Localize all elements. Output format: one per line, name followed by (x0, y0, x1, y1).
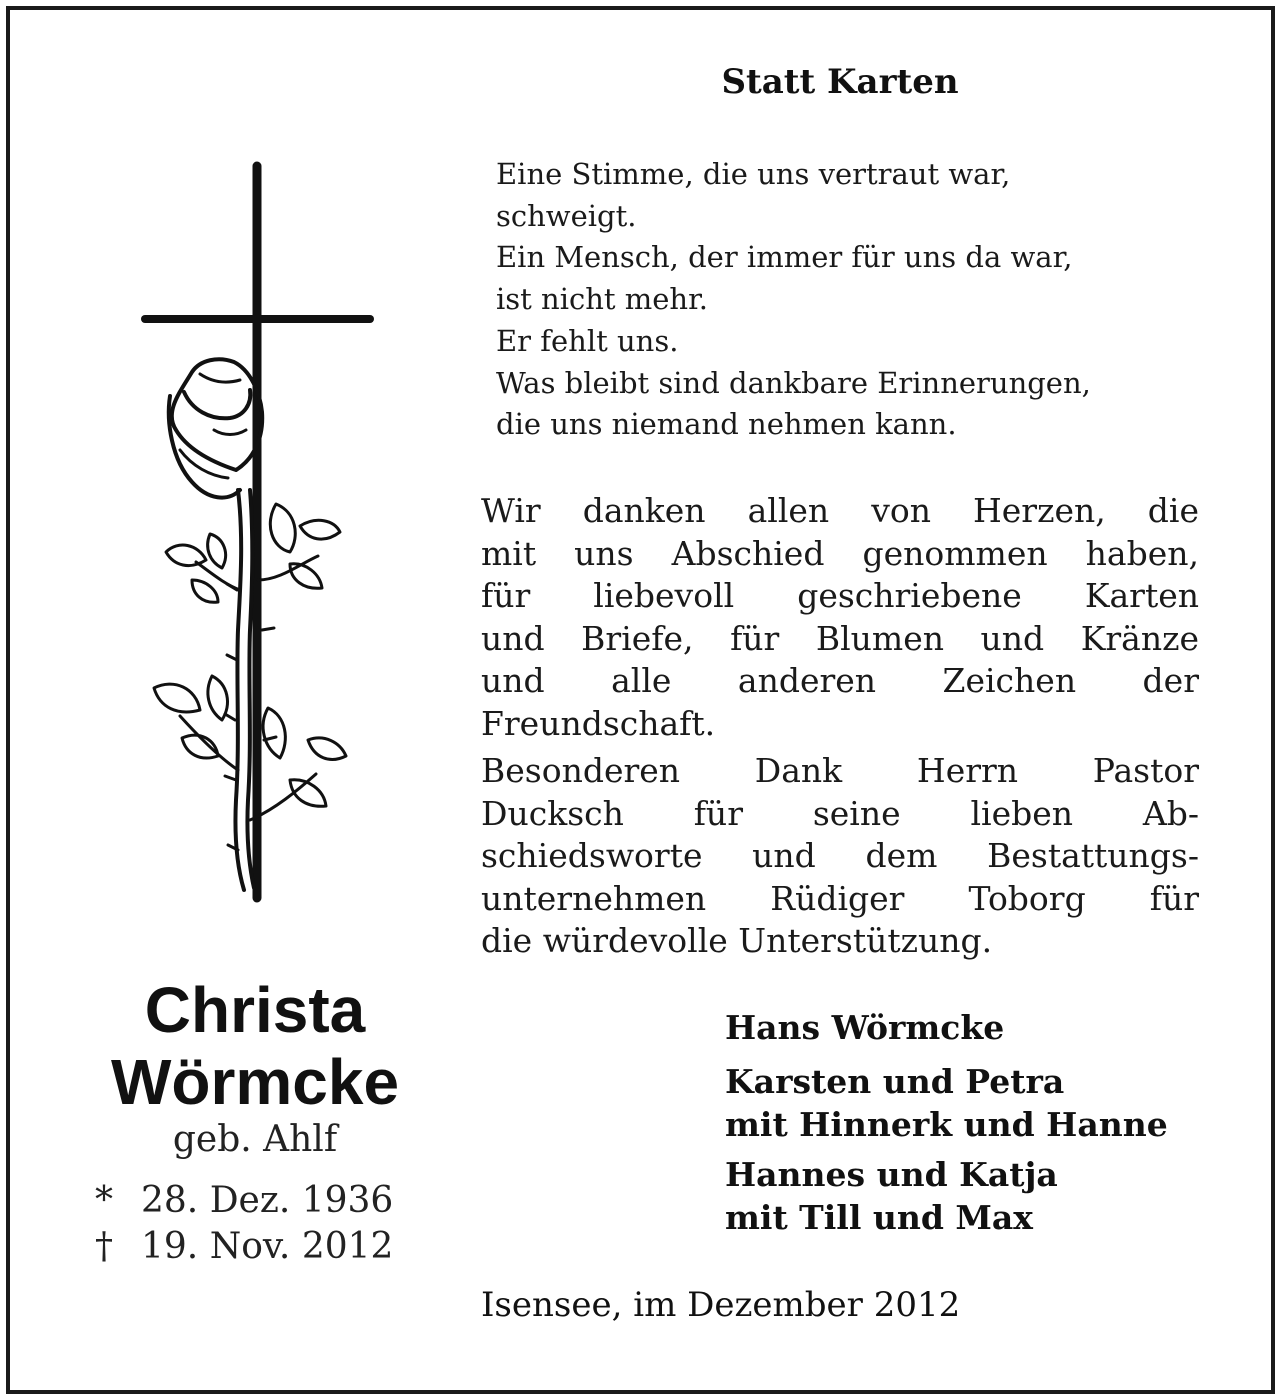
deceased-last-name: Wörmcke (110, 1046, 400, 1118)
poem-line: schweigt. (496, 198, 637, 233)
thanks-line: die würdevolle Unterstützung. (481, 921, 993, 960)
birth-date-line (95, 1178, 393, 1224)
cross-with-rose-icon (140, 160, 380, 905)
family-line: mit Hinnerk und Hanne (725, 1105, 1168, 1144)
family-line: Hannes und Katja (725, 1155, 1058, 1194)
thanks-line: für liebevoll geschriebene Karten (481, 576, 1199, 615)
thanks-line: Besonderen Dank Herrn Pastor (481, 751, 1199, 790)
poem-line: Eine Stimme, die uns vertraut war, (496, 157, 1011, 191)
poem-line: Ein Mensch, der immer für uns da war, (496, 240, 1073, 275)
maiden-name: geb. Ahlf (172, 1119, 338, 1160)
deceased-first-name: Christa (144, 974, 366, 1046)
family-group-1 (725, 1006, 1225, 1049)
death-date-line (95, 1224, 393, 1270)
family-group-3 (725, 1153, 1225, 1239)
death-date: 19. Nov. 2012 (141, 1226, 394, 1267)
thanks-line: Freundschaft. (481, 703, 716, 743)
thanks-line: schiedsworte und dem Bestattungs- (481, 836, 1199, 875)
family-line: Hans Wörmcke (725, 1008, 1005, 1047)
poem (496, 154, 1216, 446)
thanks-line: Wir danken allen von Herzen, die (481, 491, 1199, 530)
family-group-2 (725, 1060, 1225, 1146)
poem-line: Er fehlt uns. (496, 323, 679, 358)
death-symbol: † (95, 1226, 113, 1267)
family-line: mit Till und Max (725, 1198, 1033, 1237)
thanks-line: und alle anderen Zeichen der (481, 661, 1199, 700)
birth-date: 28. Dez. 1936 (141, 1180, 394, 1221)
poem-line: ist nicht mehr. (496, 282, 709, 317)
notice-heading: Statt Karten (721, 62, 959, 102)
thanks-line: Ducksch für seine lieben Ab- (481, 793, 1199, 833)
family-line: Karsten und Petra (725, 1062, 1065, 1101)
poem-line: die uns niemand nehmen kann. (496, 407, 957, 442)
thanks-line: und Briefe, für Blumen und Kränze (481, 618, 1199, 658)
thanks-paragraph-1 (481, 490, 1199, 745)
birth-symbol: * (95, 1180, 113, 1221)
thanks-line: unternehmen Rüdiger Toborg für (481, 878, 1199, 918)
thanks-line: mit uns Abschied genommen haben, (481, 533, 1199, 573)
thanks-paragraph-2 (481, 750, 1199, 963)
poem-line: Was bleibt sind dankbare Erinnerungen, (496, 365, 1091, 400)
place-and-date: Isensee, im Dezember 2012 (481, 1285, 961, 1325)
